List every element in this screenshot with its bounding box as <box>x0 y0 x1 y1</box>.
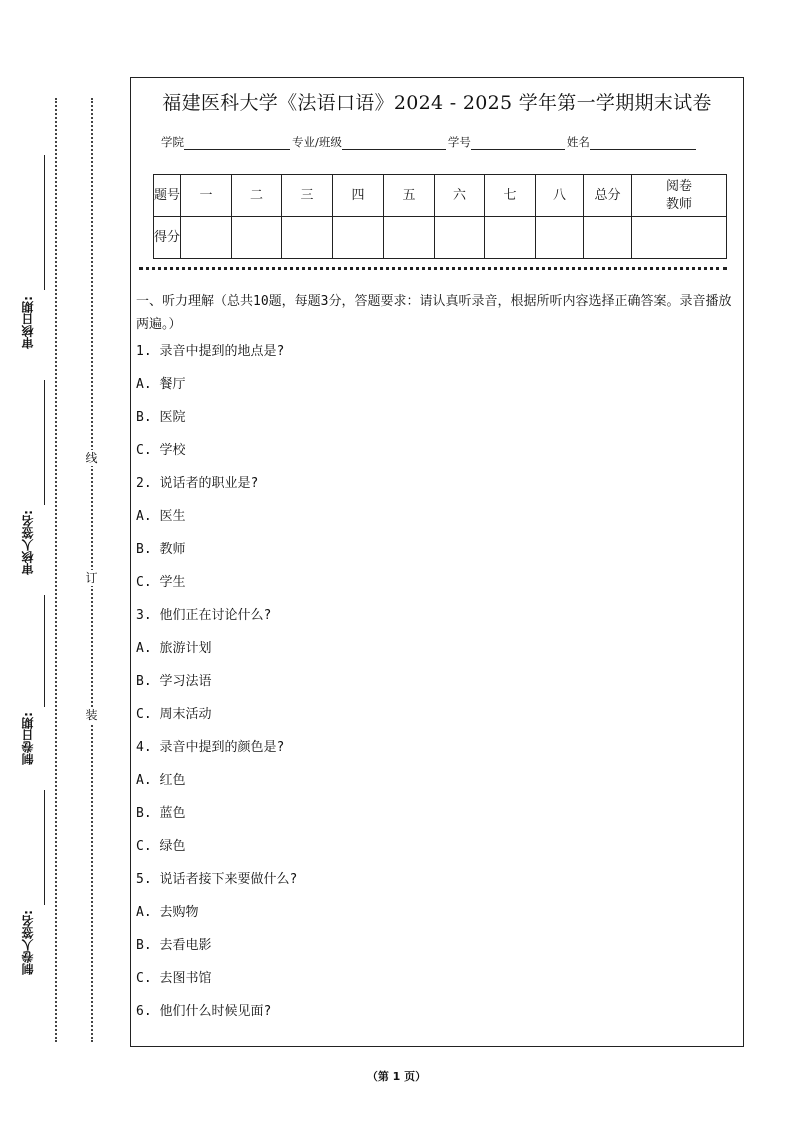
col-grader: 阅卷教师 <box>632 175 727 217</box>
score-cell-1[interactable] <box>181 217 232 259</box>
option-3c: C. 周末活动 <box>136 707 212 722</box>
compile-date-line <box>44 595 45 707</box>
student-info-row <box>161 134 698 150</box>
name-label: 姓名 <box>566 135 590 149</box>
option-2c: C. 学生 <box>136 575 186 590</box>
compiler-signature-label: 制卷人签名: <box>21 910 35 975</box>
score-table-score-row <box>154 217 727 259</box>
compiler-signature-line <box>44 790 45 905</box>
option-1c: C. 学校 <box>136 443 186 458</box>
reviewer-signature-line <box>44 380 45 505</box>
col-4: 四 <box>333 175 384 217</box>
score-cell-6[interactable] <box>435 217 485 259</box>
score-table <box>153 174 727 259</box>
college-label: 学院 <box>161 135 184 149</box>
score-cell-3[interactable] <box>282 217 333 259</box>
section-heading: 一、听力理解（总共10题，每题3分，答题要求：请认真听录音，根据所听内容选择正确答案。录音播放两遍。） <box>136 294 732 332</box>
review-date-label: 审核日期: <box>21 296 35 349</box>
question-5: 5. 说话者接下来要做什么? <box>136 872 298 887</box>
exam-title: 福建医科大学《法语口语》2024 - 2025 学年第一学期期末试卷 <box>162 92 712 114</box>
question-3: 3. 他们正在讨论什么? <box>136 608 272 623</box>
score-cell-total[interactable] <box>584 217 632 259</box>
score-cell-2[interactable] <box>232 217 282 259</box>
question-6: 6. 他们什么时候见面? <box>136 1004 272 1019</box>
score-cell-5[interactable] <box>384 217 435 259</box>
binding-char-bind: 订 <box>85 571 98 585</box>
col-7: 七 <box>485 175 536 217</box>
student-id-label: 学号 <box>447 135 471 149</box>
option-4c: C. 绿色 <box>136 839 186 854</box>
col-3: 三 <box>282 175 333 217</box>
option-2a: A. 医生 <box>136 509 186 524</box>
page-number: （第 1 页） <box>366 1070 427 1083</box>
question-4: 4. 录音中提到的颜色是? <box>136 740 285 755</box>
option-3b: B. 学习法语 <box>136 674 212 689</box>
col-1: 一 <box>181 175 232 217</box>
question-number-header: 题号 <box>154 175 181 217</box>
name-field[interactable] <box>590 136 696 150</box>
option-5b: B. 去看电影 <box>136 938 212 953</box>
col-6: 六 <box>435 175 485 217</box>
col-5: 五 <box>384 175 435 217</box>
col-2: 二 <box>232 175 282 217</box>
col-total: 总分 <box>584 175 632 217</box>
reviewer-signature-label: 审核人签名: <box>21 510 35 575</box>
score-cell-4[interactable] <box>333 217 384 259</box>
major-class-label: 专业/班级 <box>292 135 342 149</box>
option-3a: A. 旅游计划 <box>136 641 212 656</box>
college-field[interactable] <box>184 136 290 150</box>
student-id-field[interactable] <box>471 136 565 150</box>
binding-char-install: 装 <box>85 708 98 722</box>
option-4b: B. 蓝色 <box>136 806 186 821</box>
binding-dotted-line-outer <box>55 98 57 1042</box>
review-date-line <box>44 155 45 290</box>
score-cell-7[interactable] <box>485 217 536 259</box>
exam-content <box>136 290 740 1035</box>
question-2: 2. 说话者的职业是? <box>136 476 259 491</box>
option-2b: B. 教师 <box>136 542 186 557</box>
option-1a: A. 餐厅 <box>136 377 186 392</box>
score-cell-8[interactable] <box>536 217 584 259</box>
option-1b: B. 医院 <box>136 410 186 425</box>
option-5c: C. 去图书馆 <box>136 971 212 986</box>
compile-date-label: 制卷日期: <box>21 712 35 765</box>
score-cell-grader[interactable] <box>632 217 727 259</box>
binding-char-line: 线 <box>85 451 98 465</box>
option-4a: A. 红色 <box>136 773 186 788</box>
exam-frame <box>130 77 744 1047</box>
option-5a: A. 去购物 <box>136 905 199 920</box>
col-8: 八 <box>536 175 584 217</box>
major-class-field[interactable] <box>342 136 446 150</box>
question-1: 1. 录音中提到的地点是? <box>136 344 285 359</box>
score-header: 得分 <box>154 217 181 259</box>
header-separator <box>139 267 727 270</box>
score-table-header-row <box>154 175 727 217</box>
